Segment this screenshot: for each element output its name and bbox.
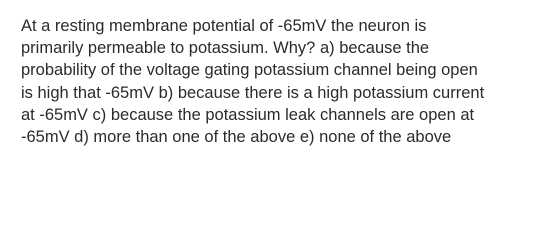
question-line: probability of the voltage gating potassium channel being open [21,61,478,80]
question-line: is high that -65mV b) because there is a high potassium current [21,83,485,102]
question-line: -65mV d) more than one of the above e) none of the above [21,128,452,147]
question-text [21,15,541,148]
question-line: At a resting membrane potential of -65mV the neuron is [21,17,427,35]
question-line: at -65mV c) because the potassium leak channels are open at [21,105,475,124]
question-line: primarily permeable to potassium. Why? a) because the [21,39,430,58]
